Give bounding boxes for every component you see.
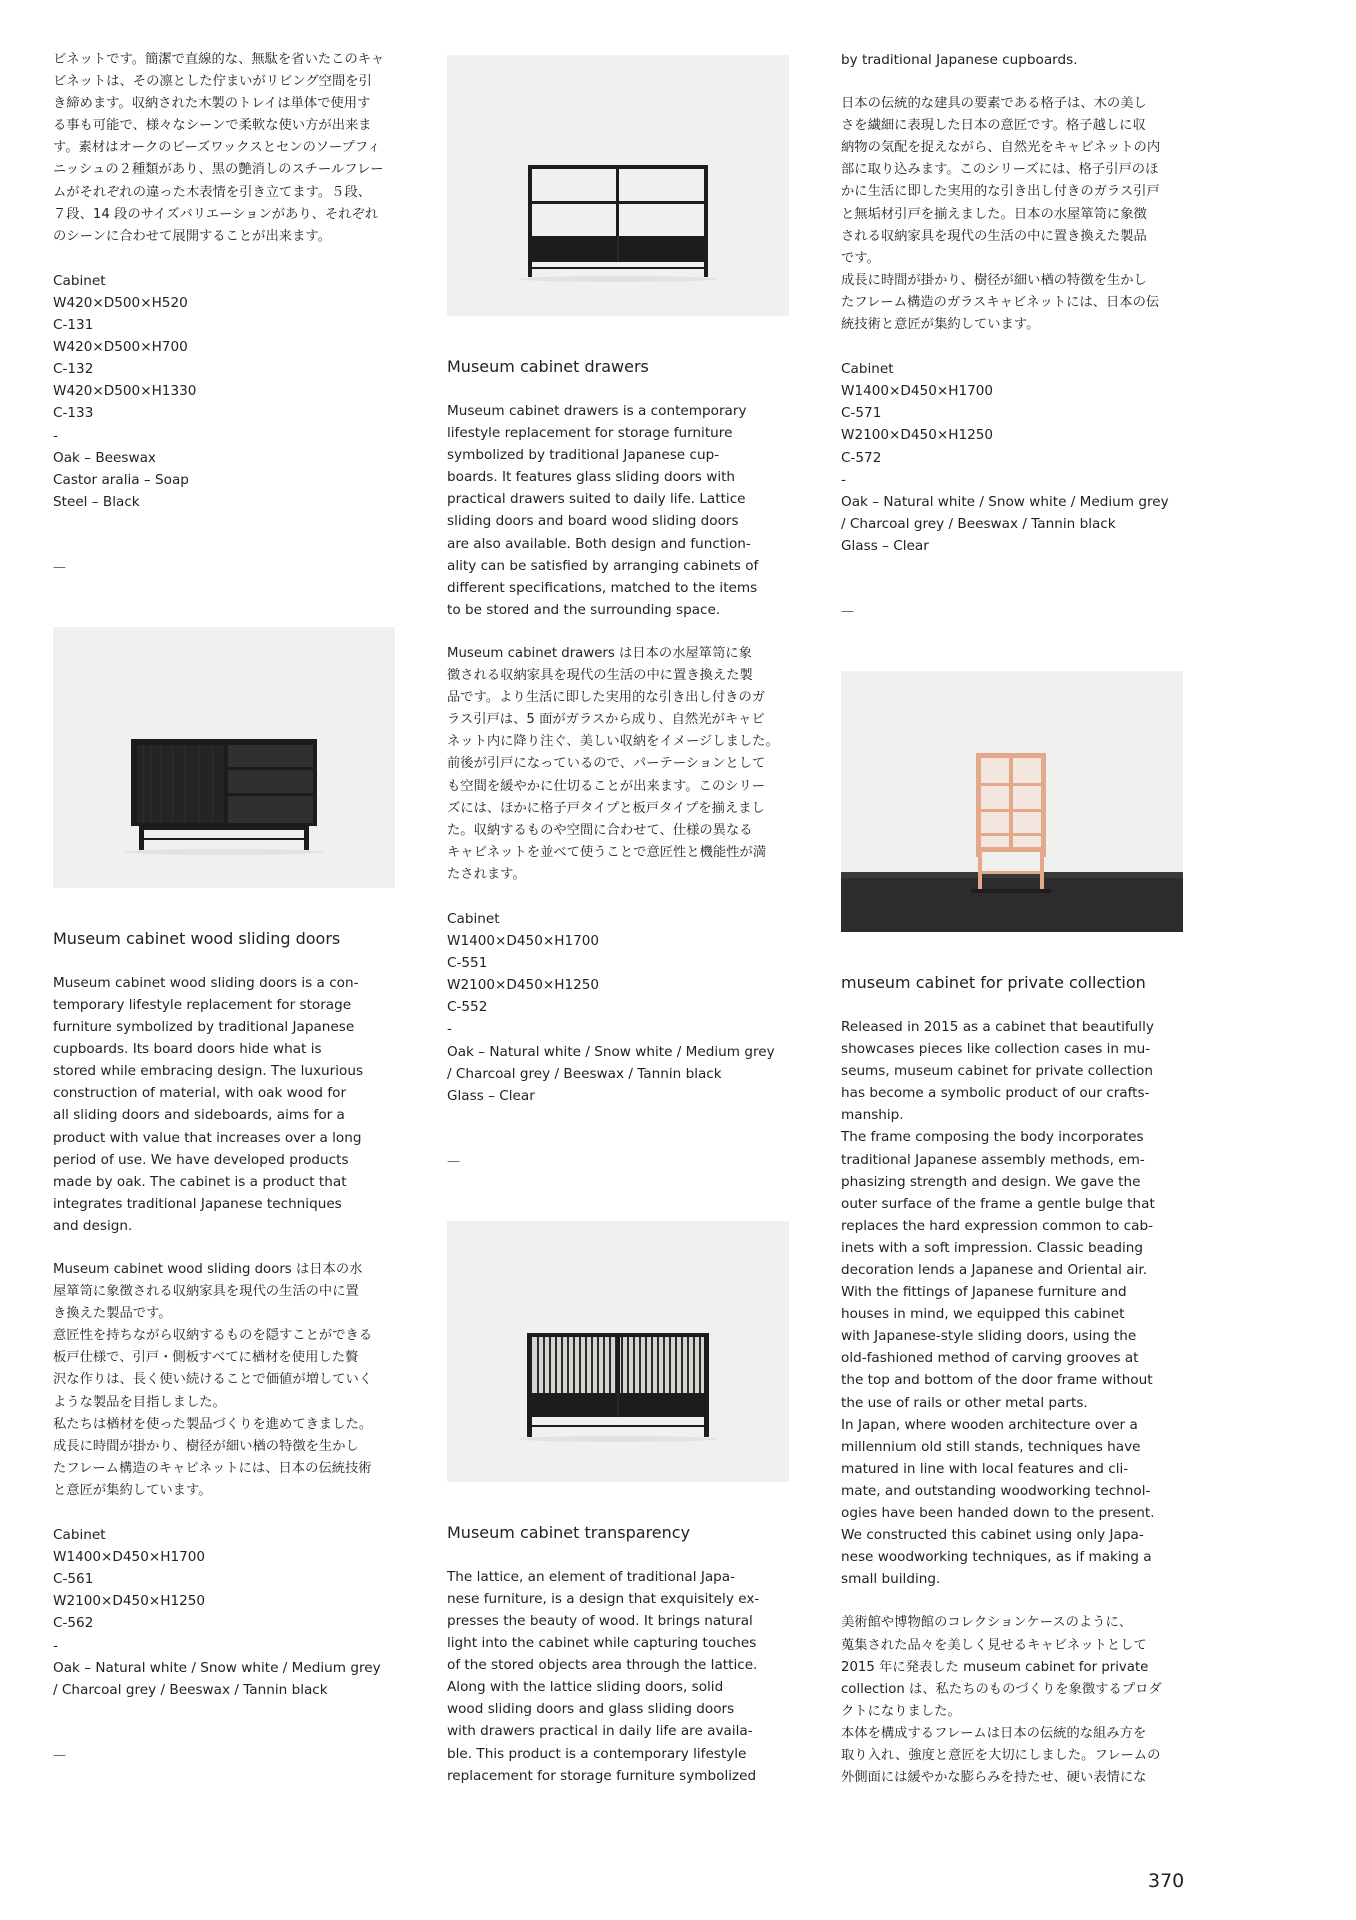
- column-2: [447, 55, 789, 1787]
- intro-jp-text: ビネットです。簡潔で直線的な、無駄を省いたこのキャ ビネットは、その凛とした佇まいがリビング空間を引 き締めます。収納された木製のトレイは単体で使用す る事も可能で、様々なシーンで柔軟な使い方が出来ま す。素材はオークのビーズワックスとセンのソープフィ ニッシュの２種類があり、黒の艶消しのスチールフレー ムがそれぞれの違った木表情を引き立てます。５段、 ７段、14 段のサイズバリエーションがあり、それぞれ のシーンに合わせて展開することが出来ます。: [53, 52, 385, 244]
- wood-sliding-doors-en-text: Museum cabinet wood sliding doors is a con- temporary lifestyle replacement for storage furniture symbolized by traditional Japanese cupboards. Its board doors hide what is stored while embracing design. The luxurious construction of material, with oak wood for all sliding doors and sideboards, aims for a product with value that increases over a long period of use. We have developed products made by oak. The cabinet is a product that integrates traditional Japanese techniques and design.: [53, 974, 364, 1234]
- photo-wood-sliding-doors: [53, 627, 395, 888]
- transparency-spec-list: Cabinet W1400×D450×H1700 C-571 W2100×D450×H1250 C-572 - Oak – Natural white / Snow white / Medium grey / Charcoal grey / Beeswax / Tannin black Glass – Clear: [841, 361, 1169, 554]
- page-number: 370: [1148, 1870, 1185, 1892]
- transparency-jp-text: 日本の伝統的な建具の要素である格子は、木の美し さを繊細に表現した日本の意匠です。格子越しに収 納物の気配を捉えながら、自然光をキャビネットの内 部に取り込みます。このシリーズには、格子引戸のほ かに生活に即した実用的な引き出し付きのガラス引戸 と無垢材引戸を揃えました。日本の水屋箪笥に象徴 される収納家具を現代の生活の中に置き換えた製品 です。 成長に時間が掛かり、樹径が細い楢の特徴を生かし たフレーム構造のガラスキャビネットには、日本の伝 統技術と意匠が集約しています。: [841, 96, 1161, 333]
- wood-sliding-doors-jp-text: Museum cabinet wood sliding doors は日本の水 屋箪笥に象徴される収納家具を現代の生活の中に置 き換えた製品です。 意匠性を持ちながら収納するものを隠すことができる 板戸仕様で、引戸・側板すべてに楢材を使用した贅 沢な作りは、長く使い続けることで価値が増していく ような製品を目指しました。 私たちは楢材を使った製品づくりを進めてきました。 成長に時間が掛かり、樹径が細い楢の特徴を生かし たフレーム構造のキャビネットには、日本の伝統技術 と意匠が集約しています。: [53, 1262, 373, 1498]
- wood-sliding-doors-heading: Museum cabinet wood sliding doors: [53, 928, 341, 948]
- section-divider: —: [53, 1747, 66, 1763]
- private-collection-heading: museum cabinet for private collection: [841, 972, 1146, 992]
- section-divider: —: [841, 603, 854, 619]
- drawers-spec-list: Cabinet W1400×D450×H1700 C-551 W2100×D450×H1250 C-552 - Oak – Natural white / Snow white / Medium grey / Charcoal grey / Beeswax / Tannin black Glass – Clear: [447, 910, 775, 1104]
- wood-sliding-doors-spec-list: Cabinet W1400×D450×H1700 C-561 W2100×D450×H1250 C-562 - Oak – Natural white / Snow white / Medium grey / Charcoal grey / Beeswax / Tannin black: [53, 1527, 381, 1698]
- column-3: [841, 49, 1183, 1789]
- section-divider: —: [447, 1153, 460, 1169]
- transparency-heading: Museum cabinet transparency: [447, 1522, 691, 1542]
- photo-museum-cabinet-drawers: [447, 55, 789, 316]
- photo-museum-cabinet-transparency: [447, 1221, 789, 1482]
- private-collection-jp-text: 美術館や博物館のコレクションケースのように、 蒐集された品々を美しく見せるキャビネットとして 2015 年に発表した museum cabinet for private collection は、私たちのものづくりを象徴するプロダ クトになりました。 本体を構成するフレームは日本の伝統的な組み方を 取り入れ、強度と意匠を大切にしました。フレームの 外側面には緩やかな膨らみを持たせ、硬い表情にな: [841, 1615, 1162, 1786]
- drawers-heading: Museum cabinet drawers: [447, 357, 649, 376]
- transparency-en-text: The lattice, an element of traditional Japa- nese furniture, is a design that exquisitely ex- presses the beauty of wood. It brings natural light into the cabinet while capturing touches of the stored objects area through the lattice. Along with the lattice sliding doors, solid wood sliding doors and glass sliding doors with drawers practical in daily life are availa- ble. This product is a contemporary lifestyle replacement for storage furniture symbolized: [447, 1568, 760, 1784]
- photo-museum-cabinet-private-collection: [841, 671, 1183, 932]
- section-divider: —: [53, 559, 66, 575]
- transparency-en-text-continued: by traditional Japanese cupboards.: [841, 52, 1078, 68]
- private-collection-en-text: Released in 2015 as a cabinet that beautifully showcases pieces like collection cases in mu- seums, museum cabinet for private collection has become a symbolic product of our crafts- manship. The frame composing the body incorporates traditional Japanese assembly methods, em- phasizing strength and design. We gave the outer surface of the frame a gentle bulge that replaces the hard expression common to cab- inets with a soft impression. Classic beading decoration lends a Japanese and Oriental air. With the fittings of Japanese furniture and houses in mind, we equipped this cabinet with Japanese-style sliding doors, using the old-fashioned method of carving grooves at the top and bottom of the door frame without the use of rails or other metal parts. In Japan, where wooden architecture over a millennium old still stands, techniques have matured in line with local features and cli- mate, and outstanding woodworking technol- ogies have been handed down to the present. We constructed this cabinet using only Japa- nese woodworking techniques, as if making a small building.: [841, 1018, 1155, 1588]
- spec-c131-list: Cabinet W420×D500×H520 C-131 W420×D500×H700 C-132 W420×D500×H1330 C-133 - Oak – Beeswax Castor aralia – Soap Steel – Black: [53, 272, 197, 510]
- drawers-jp-text: Museum cabinet drawers は日本の水屋箪笥に象 徴される収納家具を現代の生活の中に置き換えた製 品です。より生活に即した実用的な引き出し付きのガ ラス引戸は、5 面がガラスから成り、自然光がキャビ ネット内に降り注ぐ、美しい収納をイメージしました。 前後が引戸になっているので、パーテーションとして も空間を緩やかに仕切ることが出来ます。このシリー ズには、ほかに格子戸タイプと板戸タイプを揃えまし た。収納するものや空間に合わせて、仕様の異なる キャビネットを並べて使うことで意匠性と機能性が満 たされます。: [447, 645, 779, 882]
- column-1: [53, 49, 395, 1767]
- drawers-en-text: Museum cabinet drawers is a contemporary lifestyle replacement for storage furniture symbolized by traditional Japanese cup- boards. It features glass sliding doors with practical drawers suited to daily life. Lattice sliding doors and board wood sliding doors are also available. Both design and function- ality can be satisfied by arranging cabinets of different specifications, matched to the items to be stored and the surrounding space.: [447, 403, 759, 618]
